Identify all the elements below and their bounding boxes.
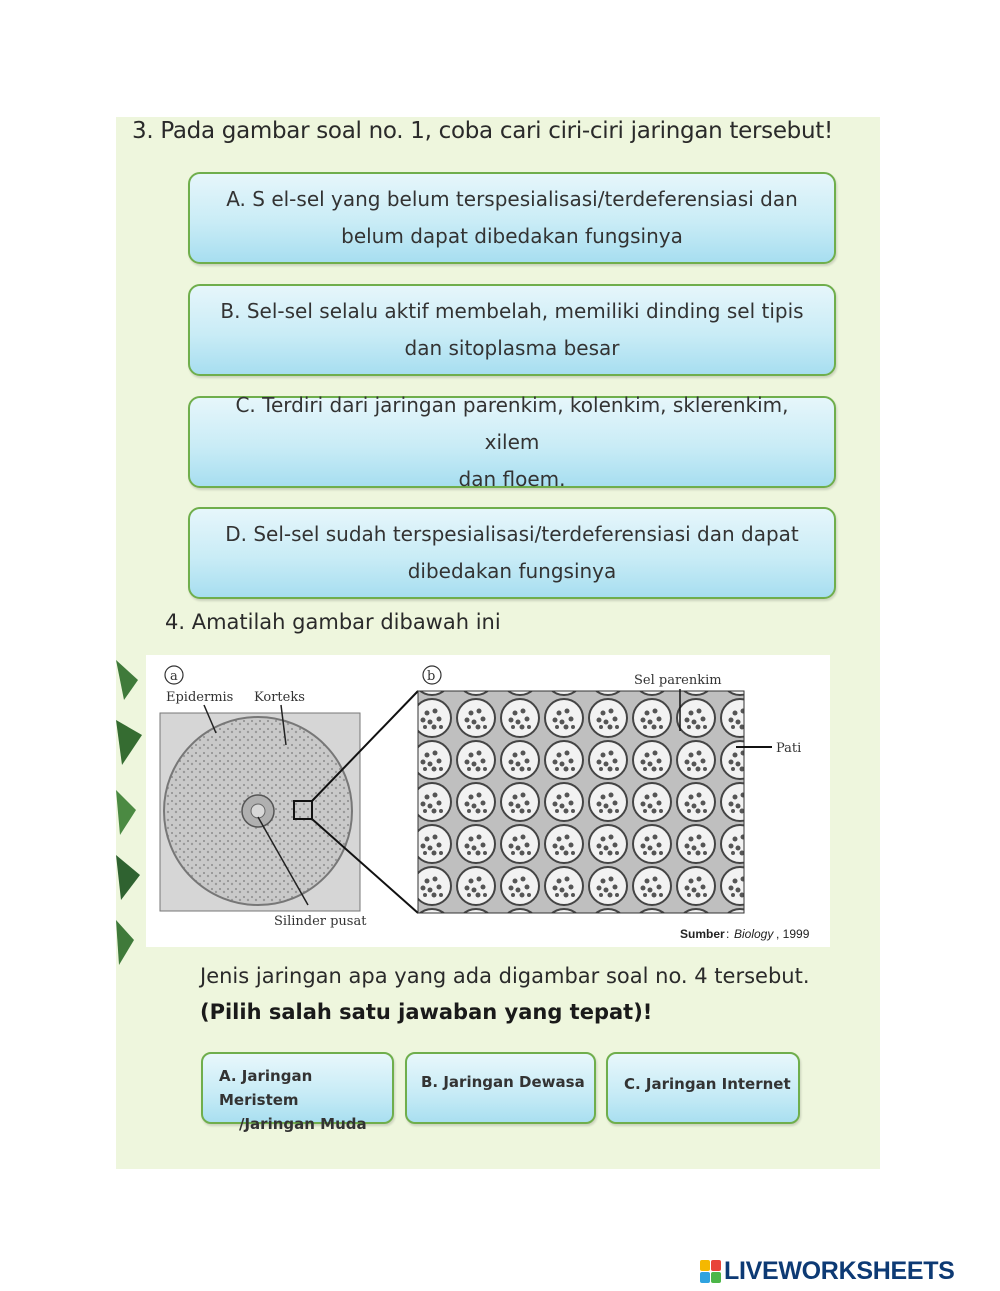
- leaf-decoration: [116, 640, 146, 1000]
- answer-b-button[interactable]: [405, 1052, 596, 1124]
- option-line: dan sitoplasma besar: [404, 336, 620, 360]
- source-label: Sumber: [680, 927, 725, 941]
- panel-a-label: a: [170, 669, 178, 684]
- logo-text: LIVEWORKSHEETS: [724, 1256, 955, 1285]
- option-line: B. Sel-sel selalu aktif membelah, memiliki dinding sel tipis: [220, 299, 804, 323]
- pati-label: Pati: [776, 741, 802, 756]
- option-line: dan floem.: [458, 466, 566, 491]
- option-d-button[interactable]: [188, 507, 836, 599]
- silinder-pusat-label: Silinder pusat: [274, 914, 367, 929]
- korteks-label: Korteks: [254, 690, 305, 705]
- logo-mark-icon: [700, 1260, 721, 1283]
- instruction-line: (Pilih salah satu jawaban yang tepat)!: [200, 1000, 653, 1024]
- answer-line: /Jaringan Muda: [239, 1115, 367, 1133]
- tissue-figure: [146, 655, 830, 947]
- question-3-title: 3. Pada gambar soal no. 1, coba cari ciri-ciri jaringan tersebut!: [132, 118, 833, 144]
- option-line: D. Sel-sel sudah terspesialisasi/terdeferensiasi dan dapat: [225, 522, 799, 546]
- panel-b-label: b: [427, 669, 436, 684]
- epidermis-label: Epidermis: [166, 690, 234, 705]
- option-line: A. S el-sel yang belum terspesialisasi/terdeferensiasi dan: [226, 187, 798, 211]
- option-line: C. Terdiri dari jaringan parenkim, kolenkim, sklerenkim, xilem: [235, 392, 789, 454]
- answer-c-button[interactable]: [606, 1052, 800, 1124]
- answer-line: C. Jaringan Internet: [624, 1075, 791, 1093]
- option-b-button[interactable]: [188, 284, 836, 376]
- answer-line: A. Jaringan Meristem: [219, 1067, 313, 1109]
- option-c-button[interactable]: [188, 392, 836, 491]
- sel-parenkim-label: Sel parenkim: [634, 673, 722, 688]
- tissue-diagram: [146, 655, 830, 947]
- answer-line: B. Jaringan Dewasa: [421, 1073, 585, 1091]
- answer-a-button[interactable]: [201, 1052, 394, 1133]
- option-line: belum dapat dibedakan fungsinya: [341, 224, 683, 248]
- question-4-prompt: [200, 958, 810, 1030]
- prompt-line: Jenis jaringan apa yang ada digambar soal no. 4 tersebut.: [200, 964, 810, 988]
- question-4-title: 4. Amatilah gambar dibawah ini: [165, 610, 501, 634]
- option-line: dibedakan fungsinya: [407, 559, 617, 583]
- source-title: Biology: [734, 927, 774, 941]
- liveworksheets-logo[interactable]: [700, 1256, 955, 1286]
- source-year: , 1999: [776, 927, 810, 941]
- option-a-button[interactable]: [188, 172, 836, 264]
- svg-text::: :: [726, 927, 730, 941]
